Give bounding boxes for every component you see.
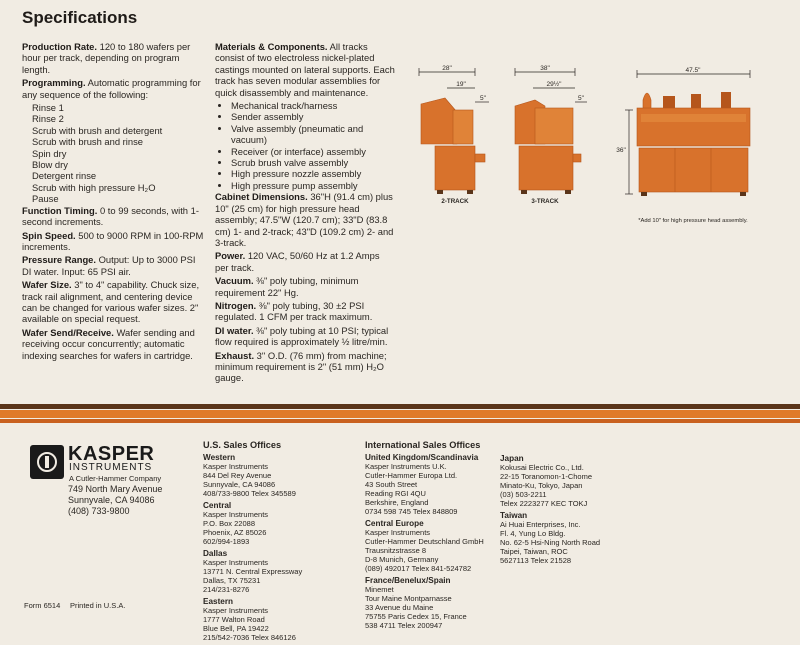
office-line: Blue Bell, PA 19422 xyxy=(203,624,269,633)
spec-label: Materials & Components. xyxy=(215,41,328,52)
spec-text: 120 to 180 wafers per hour per track, depending on program length. xyxy=(22,41,191,75)
office-line: 215/542-7036 Telex 846126 xyxy=(203,633,296,642)
spec-label: Wafer Size. xyxy=(22,279,72,291)
office-line: 408/733-9800 Telex 345589 xyxy=(203,489,296,498)
office-line: D-8 Munich, Germany xyxy=(365,555,439,564)
spec-label: Cabinet Dimensions. xyxy=(215,191,308,203)
office-block xyxy=(365,576,495,630)
spec-entry xyxy=(22,254,204,277)
spec-text: ⅜" poly tubing, 30 ±2 PSI regulated. 1 CFM per track maximum. xyxy=(215,299,373,323)
spec-text: 0 to 99 seconds, with 1-second increments. xyxy=(22,204,199,228)
diagram-note: *Add 10" for high pressure head assembly. xyxy=(638,218,748,224)
office-line: (089) 492017 Telex 841-524782 xyxy=(365,564,472,573)
spec-entry xyxy=(22,230,204,253)
office-line: Kasper Instruments U.K. xyxy=(365,462,447,471)
office-region: United Kingdom/Scandinavia xyxy=(365,453,479,462)
intl-sales-offices xyxy=(365,441,495,633)
printed-note: Printed in U.S.A. xyxy=(70,601,126,610)
spec-column-middle xyxy=(215,41,395,386)
spec-label: Wafer Send/Receive. xyxy=(22,326,114,338)
office-region: Japan xyxy=(500,454,524,463)
spec-text: Output: Up to 3000 PSI DI water. Input: 65 PSI air. xyxy=(22,254,196,277)
office-block xyxy=(203,597,343,642)
dim-3track-side: 5" xyxy=(578,95,584,102)
spec-entry xyxy=(215,325,395,348)
office-line: 13771 N. Central Expressway xyxy=(203,567,303,576)
spec-entry xyxy=(215,191,395,248)
spec-entry xyxy=(215,41,395,98)
office-region: Dallas xyxy=(203,549,228,558)
office-line: 43 South Street xyxy=(365,480,418,489)
page-title: Specifications xyxy=(22,8,138,27)
component-item: • High pressure pump assembly xyxy=(231,180,395,191)
office-block xyxy=(203,453,343,498)
spec-column-left xyxy=(22,41,204,363)
spec-label: Programming. xyxy=(22,77,86,89)
spec-label: Pressure Range. xyxy=(22,254,96,266)
office-line: 844 Del Rey Avenue xyxy=(203,471,272,480)
spec-text: Wafer sending and receiving occur concurrently; automatic indexing searches for wafers in cartridge. xyxy=(22,326,195,361)
program-step: Scrub with brush and detergent xyxy=(32,124,163,136)
office-line: Kokusai Electric Co., Ltd. xyxy=(500,463,584,472)
divider-stripe-top xyxy=(0,404,800,409)
office-line: Berkshire, England xyxy=(365,498,429,507)
office-line: 5627113 Telex 21528 xyxy=(500,556,572,565)
spec-entry xyxy=(215,300,395,323)
office-line: Cutler-Hammer Europa Ltd. xyxy=(365,471,458,480)
form-number: Form 6514 xyxy=(24,601,61,610)
office-region: Central xyxy=(203,501,232,510)
office-region: Eastern xyxy=(203,597,234,606)
office-region: Central Europe xyxy=(365,519,424,528)
spec-entry xyxy=(22,41,204,75)
office-line: Minemet xyxy=(365,585,394,594)
cabinet-diagram xyxy=(405,62,795,232)
office-line: P.O. Box 22088 xyxy=(203,519,255,528)
office-line: 602/994-1893 xyxy=(203,537,250,546)
spec-label: Spin Speed. xyxy=(22,229,76,241)
office-line: Cutler-Hammer Deutschland GmbH xyxy=(365,537,484,546)
office-line: 33 Avenue du Maine xyxy=(365,603,434,612)
program-step: Spin dry xyxy=(32,147,67,159)
office-line: (03) 503-2211 xyxy=(500,490,547,499)
office-line: 214/231-8276 xyxy=(203,585,250,594)
offices-heading: U.S. Sales Offices xyxy=(203,440,282,450)
office-line: Kasper Instruments xyxy=(203,510,269,519)
offices-heading: International Sales Offices xyxy=(365,440,481,450)
office-region: Taiwan xyxy=(500,511,528,520)
office-line: Dallas, TX 75231 xyxy=(203,576,261,585)
program-step: Detergent rinse xyxy=(32,170,97,182)
office-line: 538 4711 Telex 200947 xyxy=(365,621,443,630)
company-phone: (408) 733-9800 xyxy=(68,506,130,516)
office-block xyxy=(365,453,495,516)
office-line: Kasper Instruments xyxy=(203,558,269,567)
company-name: KASPER xyxy=(68,443,155,465)
spec-entry xyxy=(215,350,395,384)
spec-text: 3" O.D. (76 mm) from machine; minimum requirement is 2" (51 mm) H₂O gauge. xyxy=(215,349,387,384)
address-line-1: 749 North Mary Avenue xyxy=(68,484,163,494)
office-line: 22-15 Toranomon-1-Chome xyxy=(500,472,592,481)
office-block xyxy=(203,501,343,546)
office-line: Kasper Instruments xyxy=(365,528,431,537)
office-line: Kasper Instruments xyxy=(203,606,269,615)
office-block xyxy=(365,519,495,573)
office-region: France/Benelux/Spain xyxy=(365,576,451,585)
spec-text: Automatic programming for any sequence of the following: xyxy=(22,77,201,100)
dim-3track-inner: 29½" xyxy=(546,81,562,88)
spec-text: 120 VAC, 50/60 Hz at 1.2 Amps per track. xyxy=(215,250,380,273)
company-logo-icon xyxy=(30,445,64,479)
program-step: Blow dry xyxy=(32,159,68,171)
spec-text: 36"H (91.4 cm) plus 10" (25 cm) for high pressure head assembly; 47.5"W (120.7 cm); 33"D (83.8 cm) 1- and 2-track; 43"D (109.2 cm) 2- and 3-track. xyxy=(215,191,394,248)
office-line: Ai Huai Enterprises, Inc. xyxy=(500,520,581,529)
office-block xyxy=(500,511,620,565)
spec-entry xyxy=(22,279,204,325)
component-list xyxy=(215,100,395,191)
program-step: Pause xyxy=(32,193,59,205)
dim-3track-width: 38" xyxy=(540,65,550,72)
dim-front-width: 47.5" xyxy=(685,67,701,74)
spec-text: 500 to 9000 RPM in 100-RPM increments. xyxy=(22,229,204,252)
address-line-2: Sunnyvale, CA 94086 xyxy=(68,495,155,505)
component-item: • Receiver (or interface) assembly xyxy=(231,146,395,157)
program-step: Scrub with brush and rinse xyxy=(32,136,143,148)
spec-entry xyxy=(22,205,204,228)
office-line: Taipei, Taiwan, ROC xyxy=(500,547,568,556)
front-view xyxy=(616,67,750,224)
office-line: Sunnyvale, CA 94086 xyxy=(203,480,276,489)
company-tagline: A Cutler-Hammer Company xyxy=(69,474,162,483)
component-item: • Scrub brush valve assembly xyxy=(231,157,395,168)
spec-label: Exhaust. xyxy=(215,349,255,361)
dim-front-height: 36" xyxy=(616,147,626,154)
label-2track: 2-TRACK xyxy=(441,198,469,205)
dim-2track-side: 5" xyxy=(480,95,486,102)
two-track-side-view xyxy=(419,65,489,205)
office-line: Tour Maine Montparnasse xyxy=(365,594,452,603)
office-line: No. 62-5 Hsi-Ning North Road xyxy=(500,538,601,547)
office-region: Western xyxy=(203,453,236,462)
office-line: Kasper Instruments xyxy=(203,462,269,471)
divider-stripe-bottom xyxy=(0,419,800,423)
office-line: Trausnitzstrasse 8 xyxy=(365,546,426,555)
program-step: Scrub with high pressure H₂O xyxy=(32,181,156,193)
office-line: Fl. 4, Yung Lo Bldg. xyxy=(500,529,566,538)
office-block xyxy=(500,454,620,508)
company-address xyxy=(68,484,162,517)
office-line: Minato-Ku, Tokyo, Japan xyxy=(500,481,583,490)
office-line: Reading RGI 4QU xyxy=(365,489,426,498)
spec-entry xyxy=(215,275,395,298)
program-step: Rinse 2 xyxy=(32,113,64,125)
office-line: 75755 Paris Cedex 15, France xyxy=(365,612,467,621)
spec-text: ⅜" poly tubing at 10 PSI; typical flow required is approximately ½ litre/min. xyxy=(215,324,389,348)
spec-text: 3" to 4" capability. Chuck size, track rail alignment, and centering device can be changed for various wafer sizes. 2" available on special request. xyxy=(22,279,200,325)
component-item: • Mechanical track/harness xyxy=(231,100,395,111)
office-line: 1777 Walton Road xyxy=(203,615,265,624)
label-3track: 3-TRACK xyxy=(531,198,559,205)
spec-text: ⅜" poly tubing, minimum requirement 22" Hg. xyxy=(215,275,359,298)
company-sub: INSTRUMENTS xyxy=(69,462,153,473)
spec-label: DI water. xyxy=(215,324,254,336)
office-line: Telex 2223277 KEC TOKJ xyxy=(500,499,588,508)
us-sales-offices xyxy=(203,441,343,645)
program-step: Rinse 1 xyxy=(32,102,64,114)
spec-label: Power. xyxy=(215,250,246,262)
spec-entry xyxy=(215,250,395,273)
intl-sales-offices-asia xyxy=(500,454,620,568)
spec-label: Vacuum. xyxy=(215,275,254,287)
component-item: • Valve assembly (pneumatic and vacuum) xyxy=(231,123,395,146)
office-line: Phoenix, AZ 85026 xyxy=(203,528,267,537)
spec-entry xyxy=(22,327,204,361)
spec-text: All tracks consist of two electroless nickel-plated castings mounted on lateral supports. Each track has seven modular assemblies for quick disassembly and maintenance. xyxy=(215,41,395,98)
dim-2track-inner: 19" xyxy=(456,81,466,88)
spec-entry xyxy=(22,77,204,100)
spec-label: Function Timing. xyxy=(22,204,98,216)
three-track-side-view xyxy=(515,65,587,205)
component-item: • Sender assembly xyxy=(231,111,395,122)
office-block xyxy=(203,549,343,594)
office-line: 0734 598 745 Telex 848809 xyxy=(365,507,458,516)
component-item: • High pressure nozzle assembly xyxy=(231,168,395,179)
spec-label: Nitrogen. xyxy=(215,299,257,311)
divider-stripe-middle xyxy=(0,410,800,418)
dim-2track-width: 28" xyxy=(442,65,452,72)
spec-label: Production Rate. xyxy=(22,41,98,52)
